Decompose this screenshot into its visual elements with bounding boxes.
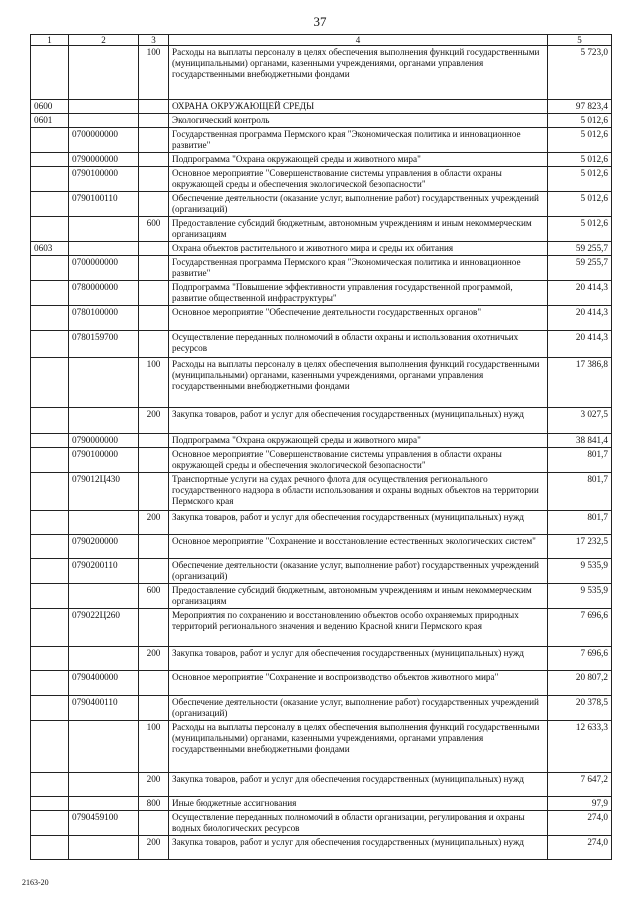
amount-cell: 38 841,4 bbox=[548, 434, 612, 448]
item-name-cell: Охрана объектов растительного и животного мира и среды их обитания bbox=[169, 242, 548, 256]
item-name-cell: ОХРАНА ОКРУЖАЮЩЕЙ СРЕДЫ bbox=[169, 100, 548, 114]
item-name-cell: Мероприятия по сохранению и восстановлению объектов особо охраняемых природных территорий регионального значения и ведению Красной книги Пермского края bbox=[169, 609, 548, 647]
target-article-cell: 0780100000 bbox=[69, 306, 139, 331]
expense-type-cell bbox=[139, 256, 169, 281]
item-name-cell: Закупка товаров, работ и услуг для обеспечения государственных (муниципальных) нужд bbox=[169, 773, 548, 797]
column-header: 5 bbox=[548, 35, 612, 46]
amount-cell: 274,0 bbox=[548, 811, 612, 836]
item-name-cell: Подпрограмма "Охрана окружающей среды и животного мира" bbox=[169, 434, 548, 448]
amount-cell: 59 255,7 bbox=[548, 242, 612, 256]
expense-type-cell bbox=[139, 559, 169, 584]
target-article-cell: 0790100110 bbox=[69, 192, 139, 217]
target-article-cell bbox=[69, 721, 139, 773]
amount-cell: 801,7 bbox=[548, 448, 612, 473]
table-row bbox=[31, 408, 612, 434]
amount-cell: 97 823,4 bbox=[548, 100, 612, 114]
section-code-cell bbox=[31, 696, 69, 721]
section-code-cell bbox=[31, 306, 69, 331]
section-code-cell bbox=[31, 167, 69, 192]
amount-cell: 801,7 bbox=[548, 511, 612, 535]
amount-cell: 20 414,3 bbox=[548, 306, 612, 331]
amount-cell: 5 012,6 bbox=[548, 167, 612, 192]
section-code-cell bbox=[31, 721, 69, 773]
section-code-cell: 0603 bbox=[31, 242, 69, 256]
section-code-cell bbox=[31, 584, 69, 609]
amount-cell: 9 535,9 bbox=[548, 584, 612, 609]
section-code-cell bbox=[31, 331, 69, 358]
section-code-cell bbox=[31, 408, 69, 434]
target-article-cell: 0790459100 bbox=[69, 811, 139, 836]
table-row bbox=[31, 153, 612, 167]
amount-cell: 5 012,6 bbox=[548, 217, 612, 242]
section-code-cell bbox=[31, 192, 69, 217]
section-code-cell bbox=[31, 811, 69, 836]
expense-type-cell bbox=[139, 153, 169, 167]
amount-cell: 9 535,9 bbox=[548, 559, 612, 584]
target-article-cell bbox=[69, 408, 139, 434]
target-article-cell bbox=[69, 647, 139, 671]
expense-type-cell bbox=[139, 167, 169, 192]
table-row bbox=[31, 797, 612, 811]
section-code-cell bbox=[31, 281, 69, 306]
table-row bbox=[31, 46, 612, 100]
column-header: 1 bbox=[31, 35, 69, 46]
amount-cell: 20 807,2 bbox=[548, 671, 612, 696]
item-name-cell: Государственная программа Пермского края "Экономическая политика и инновационное развитие" bbox=[169, 256, 548, 281]
expense-type-cell bbox=[139, 331, 169, 358]
section-code-cell bbox=[31, 448, 69, 473]
table-row bbox=[31, 256, 612, 281]
expense-type-cell: 600 bbox=[139, 584, 169, 609]
expense-type-cell bbox=[139, 114, 169, 128]
expense-type-cell bbox=[139, 434, 169, 448]
section-code-cell bbox=[31, 836, 69, 860]
expense-type-cell bbox=[139, 306, 169, 331]
section-code-cell bbox=[31, 46, 69, 100]
item-name-cell: Подпрограмма "Повышение эффективности управления государственной программой, развитие общественной инфраструктуры" bbox=[169, 281, 548, 306]
section-code-cell bbox=[31, 671, 69, 696]
amount-cell: 5 012,6 bbox=[548, 153, 612, 167]
table-row bbox=[31, 671, 612, 696]
item-name-cell: Государственная программа Пермского края "Экономическая политика и инновационное развитие" bbox=[169, 128, 548, 153]
target-article-cell bbox=[69, 358, 139, 408]
table-row bbox=[31, 696, 612, 721]
expense-type-cell bbox=[139, 128, 169, 153]
section-code-cell bbox=[31, 473, 69, 511]
section-code-cell bbox=[31, 511, 69, 535]
table-row bbox=[31, 434, 612, 448]
target-article-cell: 0700000000 bbox=[69, 128, 139, 153]
item-name-cell: Экологический контроль bbox=[169, 114, 548, 128]
table-row bbox=[31, 773, 612, 797]
target-article-cell: 0790400110 bbox=[69, 696, 139, 721]
table-row bbox=[31, 721, 612, 773]
page-number: 37 bbox=[313, 14, 327, 29]
table-body bbox=[31, 35, 612, 860]
target-article-cell bbox=[69, 584, 139, 609]
target-article-cell: 0790000000 bbox=[69, 434, 139, 448]
amount-cell: 20 378,5 bbox=[548, 696, 612, 721]
target-article-cell: 0780159700 bbox=[69, 331, 139, 358]
expense-type-cell: 200 bbox=[139, 773, 169, 797]
section-code-cell bbox=[31, 358, 69, 408]
table-row bbox=[31, 511, 612, 535]
table-row bbox=[31, 473, 612, 511]
table-row bbox=[31, 306, 612, 331]
amount-cell: 7 647,2 bbox=[548, 773, 612, 797]
expense-type-cell bbox=[139, 696, 169, 721]
item-name-cell: Основное мероприятие "Сохранение и воспроизводство объектов животного мира" bbox=[169, 671, 548, 696]
table-row bbox=[31, 584, 612, 609]
target-article-cell: 0790200000 bbox=[69, 535, 139, 559]
target-article-cell: 0790200110 bbox=[69, 559, 139, 584]
target-article-cell bbox=[69, 511, 139, 535]
amount-cell: 274,0 bbox=[548, 836, 612, 860]
table-row bbox=[31, 281, 612, 306]
table-row bbox=[31, 192, 612, 217]
target-article-cell: 079022Ц260 bbox=[69, 609, 139, 647]
expense-type-cell bbox=[139, 473, 169, 511]
column-header: 2 bbox=[69, 35, 139, 46]
footer-code: 2163-20 bbox=[22, 878, 49, 887]
expense-type-cell bbox=[139, 811, 169, 836]
section-code-cell: 0601 bbox=[31, 114, 69, 128]
item-name-cell: Закупка товаров, работ и услуг для обеспечения государственных (муниципальных) нужд bbox=[169, 408, 548, 434]
amount-cell: 5 012,6 bbox=[548, 128, 612, 153]
section-code-cell bbox=[31, 609, 69, 647]
target-article-cell bbox=[69, 836, 139, 860]
item-name-cell: Основное мероприятие "Совершенствование системы управления в области охраны окружающей среды и обеспечения экологической безопасности" bbox=[169, 448, 548, 473]
section-code-cell: 0600 bbox=[31, 100, 69, 114]
target-article-cell: 0780000000 bbox=[69, 281, 139, 306]
expense-type-cell bbox=[139, 609, 169, 647]
item-name-cell: Обеспечение деятельности (оказание услуг, выполнение работ) государственных учреждений (организаций) bbox=[169, 192, 548, 217]
column-header: 3 bbox=[139, 35, 169, 46]
target-article-cell bbox=[69, 114, 139, 128]
table-row bbox=[31, 114, 612, 128]
expense-type-cell: 100 bbox=[139, 46, 169, 100]
amount-cell: 5 723,0 bbox=[548, 46, 612, 100]
amount-cell: 7 696,6 bbox=[548, 647, 612, 671]
amount-cell: 20 414,3 bbox=[548, 281, 612, 306]
item-name-cell: Расходы на выплаты персоналу в целях обеспечения выполнения функций государственными (муниципальными) органами, казенными учреждениями, органами управления государственными внебюджетными фондами bbox=[169, 358, 548, 408]
target-article-cell bbox=[69, 100, 139, 114]
expense-type-cell: 200 bbox=[139, 408, 169, 434]
target-article-cell: 0790100000 bbox=[69, 167, 139, 192]
table-row bbox=[31, 448, 612, 473]
item-name-cell: Осуществление переданных полномочий в области охраны и использования охотничьих ресурсов bbox=[169, 331, 548, 358]
item-name-cell: Основное мероприятие "Сохранение и восстановление естественных экологических систем" bbox=[169, 535, 548, 559]
expense-type-cell bbox=[139, 100, 169, 114]
item-name-cell: Предоставление субсидий бюджетным, автономным учреждениям и иным некоммерческим организациям bbox=[169, 217, 548, 242]
expense-type-cell bbox=[139, 535, 169, 559]
item-name-cell: Иные бюджетные ассигнования bbox=[169, 797, 548, 811]
expense-type-cell bbox=[139, 281, 169, 306]
expense-type-cell bbox=[139, 242, 169, 256]
amount-cell: 3 027,5 bbox=[548, 408, 612, 434]
expense-type-cell: 200 bbox=[139, 836, 169, 860]
amount-cell: 5 012,6 bbox=[548, 114, 612, 128]
table-row bbox=[31, 100, 612, 114]
amount-cell: 17 386,8 bbox=[548, 358, 612, 408]
target-article-cell bbox=[69, 242, 139, 256]
item-name-cell: Осуществление переданных полномочий в области организации, регулирования и охраны водных биологических ресурсов bbox=[169, 811, 548, 836]
target-article-cell bbox=[69, 773, 139, 797]
expense-type-cell bbox=[139, 671, 169, 696]
item-name-cell: Закупка товаров, работ и услуг для обеспечения государственных (муниципальных) нужд bbox=[169, 836, 548, 860]
section-code-cell bbox=[31, 535, 69, 559]
amount-cell: 59 255,7 bbox=[548, 256, 612, 281]
expense-type-cell: 100 bbox=[139, 358, 169, 408]
section-code-cell bbox=[31, 797, 69, 811]
table-row bbox=[31, 128, 612, 153]
section-code-cell bbox=[31, 256, 69, 281]
table-row bbox=[31, 535, 612, 559]
table-row bbox=[31, 358, 612, 408]
item-name-cell: Расходы на выплаты персоналу в целях обеспечения выполнения функций государственными (муниципальными) органами, казенными учреждениями, органами управления государственными внебюджетными фондами bbox=[169, 721, 548, 773]
table-row bbox=[31, 331, 612, 358]
target-article-cell bbox=[69, 217, 139, 242]
budget-table bbox=[30, 34, 612, 860]
item-name-cell: Закупка товаров, работ и услуг для обеспечения государственных (муниципальных) нужд bbox=[169, 511, 548, 535]
target-article-cell: 079012Ц430 bbox=[69, 473, 139, 511]
section-code-cell bbox=[31, 559, 69, 584]
expense-type-cell: 200 bbox=[139, 647, 169, 671]
item-name-cell: Закупка товаров, работ и услуг для обеспечения государственных (муниципальных) нужд bbox=[169, 647, 548, 671]
amount-cell: 12 633,3 bbox=[548, 721, 612, 773]
table-row bbox=[31, 647, 612, 671]
expense-type-cell: 600 bbox=[139, 217, 169, 242]
amount-cell: 7 696,6 bbox=[548, 609, 612, 647]
table-header-row bbox=[31, 35, 612, 46]
item-name-cell: Предоставление субсидий бюджетным, автономным учреждениям и иным некоммерческим организациям bbox=[169, 584, 548, 609]
item-name-cell: Обеспечение деятельности (оказание услуг, выполнение работ) государственных учреждений (организаций) bbox=[169, 696, 548, 721]
item-name-cell: Основное мероприятие "Обеспечение деятельности государственных органов" bbox=[169, 306, 548, 331]
expense-type-cell bbox=[139, 448, 169, 473]
item-name-cell: Расходы на выплаты персоналу в целях обеспечения выполнения функций государственными (муниципальными) органами, казенными учреждениями, органами управления государственными внебюджетными фондами bbox=[169, 46, 548, 100]
expense-type-cell: 200 bbox=[139, 511, 169, 535]
item-name-cell: Основное мероприятие "Совершенствование системы управления в области охраны окружающей среды и обеспечения экологической безопасности" bbox=[169, 167, 548, 192]
column-header: 4 bbox=[169, 35, 548, 46]
section-code-cell bbox=[31, 128, 69, 153]
amount-cell: 17 232,5 bbox=[548, 535, 612, 559]
section-code-cell bbox=[31, 153, 69, 167]
target-article-cell bbox=[69, 797, 139, 811]
section-code-cell bbox=[31, 647, 69, 671]
target-article-cell: 0700000000 bbox=[69, 256, 139, 281]
table-row bbox=[31, 836, 612, 860]
amount-cell: 97,9 bbox=[548, 797, 612, 811]
table-row bbox=[31, 609, 612, 647]
table-row bbox=[31, 811, 612, 836]
item-name-cell: Обеспечение деятельности (оказание услуг, выполнение работ) государственных учреждений (организаций) bbox=[169, 559, 548, 584]
section-code-cell bbox=[31, 217, 69, 242]
item-name-cell: Подпрограмма "Охрана окружающей среды и животного мира" bbox=[169, 153, 548, 167]
target-article-cell: 0790000000 bbox=[69, 153, 139, 167]
item-name-cell: Транспортные услуги на судах речного флота для осуществления регионального государственного надзора в области использования и охраны водных объектов на территории Пермского края bbox=[169, 473, 548, 511]
table-row bbox=[31, 217, 612, 242]
table-row bbox=[31, 559, 612, 584]
expense-type-cell bbox=[139, 192, 169, 217]
expense-type-cell: 800 bbox=[139, 797, 169, 811]
target-article-cell bbox=[69, 46, 139, 100]
section-code-cell bbox=[31, 434, 69, 448]
table-row bbox=[31, 242, 612, 256]
amount-cell: 801,7 bbox=[548, 473, 612, 511]
section-code-cell bbox=[31, 773, 69, 797]
table-row bbox=[31, 167, 612, 192]
expense-type-cell: 100 bbox=[139, 721, 169, 773]
amount-cell: 20 414,3 bbox=[548, 331, 612, 358]
target-article-cell: 0790400000 bbox=[69, 671, 139, 696]
target-article-cell: 0790100000 bbox=[69, 448, 139, 473]
amount-cell: 5 012,6 bbox=[548, 192, 612, 217]
